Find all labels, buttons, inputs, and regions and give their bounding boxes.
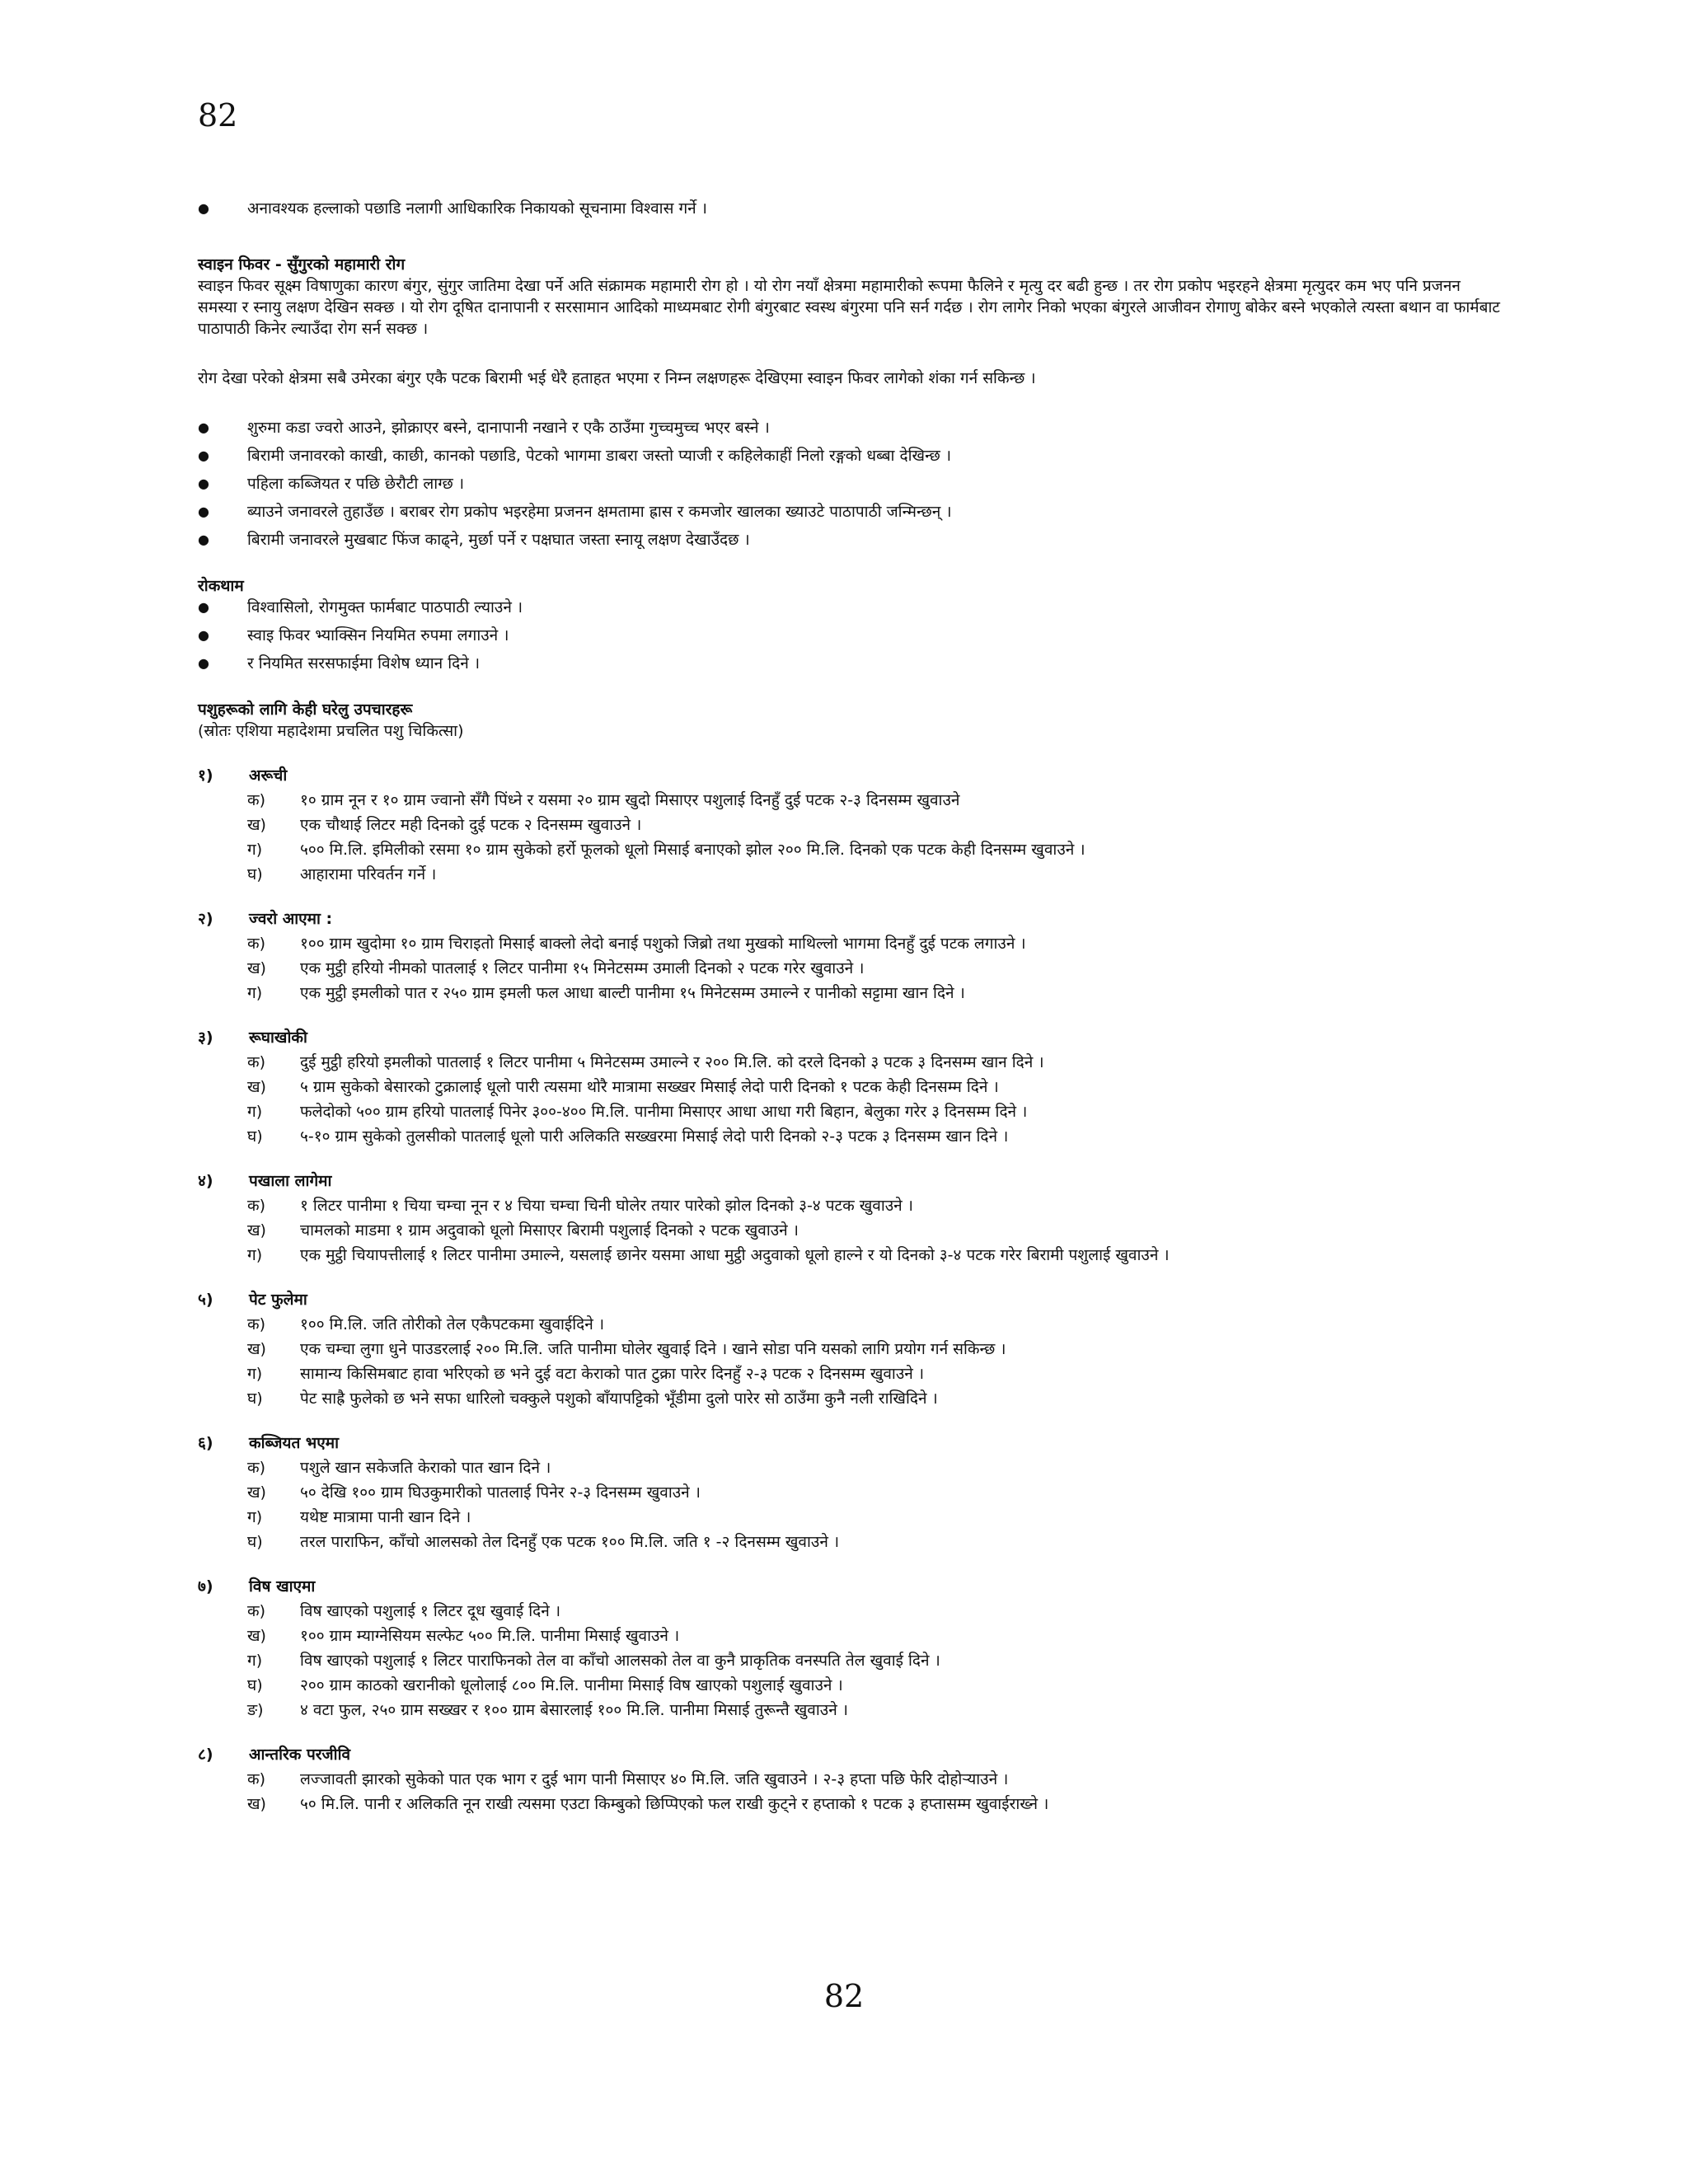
remedy-item-text: सामान्य किसिमबाट हावा भरिएको छ भने दुई वटा केराको पात टुक्रा पारेर दिनहुँ २-३ पटक २ दिनसम्म खुवाउने । bbox=[300, 1365, 925, 1383]
remedy-heading bbox=[198, 765, 1500, 786]
remedy-item-letter: ग) bbox=[247, 984, 263, 1002]
document-body bbox=[198, 198, 1500, 1818]
remedy-item bbox=[198, 864, 1500, 885]
remedy-item-letter: क) bbox=[247, 1602, 266, 1620]
remedy-item-letter: घ) bbox=[247, 1533, 263, 1551]
remedy-item-text: १०० ग्राम खुदोमा १० ग्राम चिराइतो मिसाई बाक्लो लेदो बनाई पशुको जिब्रो तथा मुखको माथिल्लो भागमा दिनहुँ दुई पटक लगाउने । bbox=[300, 935, 1026, 953]
remedy-item bbox=[198, 1531, 1500, 1553]
remedy-heading bbox=[198, 1432, 1500, 1454]
remedy-item-letter: क) bbox=[247, 1197, 266, 1215]
prevention-list bbox=[198, 597, 1500, 674]
remedy-title: पेट फुलेमा bbox=[249, 1291, 307, 1309]
remedy-item-text: ५० मि.लि. पानी र अलिकति नून राखी त्यसमा एउटा किम्बुको छिप्पिएको फल राखी कुट्ने र हप्ताको १ पटक ३ हप्तासम्म खुवाईराख्ने । bbox=[300, 1795, 1049, 1813]
remedy-item bbox=[198, 1793, 1500, 1815]
remedy-item-text: १०० मि.लि. जति तोरीको तेल एकैपटकमा खुवाईदिने । bbox=[300, 1315, 605, 1333]
prevention-item: ● स्वाइ फिवर भ्याक्सिन नियमित रुपमा लगाउने । bbox=[198, 625, 1500, 646]
remedy-number: १) bbox=[198, 766, 213, 785]
remedy-item-text: १० ग्राम नून र १० ग्राम ज्वानो सँगै पिंध्ने र यसमा २० ग्राम खुदो मिसाएर पशुलाई दिनहुँ दुई पटक २-३ दिनसम्म खुवाउने bbox=[300, 791, 960, 809]
symptom-item: ● बिरामी जनावरको काखी, काछी, कानको पछाडि, पेटको भागमा डाबरा जस्तो प्याजी र कहिलेकाहीं निलो रङ्गको धब्बा देखिन्छ । bbox=[198, 445, 1500, 466]
remedy-item bbox=[198, 1220, 1500, 1241]
symptom-item: ● पहिला कब्जियत र पछि छेरौटी लाग्छ । bbox=[198, 473, 1500, 494]
remedy-heading bbox=[198, 1289, 1500, 1310]
swine-fever-paragraph-2: रोग देखा परेको क्षेत्रमा सबै उमेरका बंगुर एकै पटक बिरामी भई धेरै हताहत भएमा र निम्न लक्षणहरू देखिएमा स्वाइन फिवर लागेको शंका गर्न सकिन्छ । bbox=[198, 369, 1036, 387]
remedy-item-text: एक मुट्ठी हरियो नीमको पातलाई १ लिटर पानीमा १५ मिनेटसम्म उमाली दिनको २ पटक गरेर खुवाउने । bbox=[300, 959, 865, 977]
prevention-item: ● विश्वासिलो, रोगमुक्त फार्मबाट पाठपाठी ल्याउने । bbox=[198, 597, 1500, 618]
remedy-item-text: पेट साह्रै फुलेको छ भने सफा धारिलो चक्कुले पशुको बाँयापट्टिको भूँडीमा दुलो पारेर सो ठाउँमा कुनै नली राखिदिने । bbox=[300, 1390, 938, 1408]
remedy-item-text: फलेदोको ५०० ग्राम हरियो पातलाई पिनेर ३००-४०० मि.लि. पानीमा मिसाएर आधा आधा गरी बिहान, बेलुका गरेर ३ दिनसम्म दिने । bbox=[300, 1103, 1028, 1121]
remedy-item-letter: क) bbox=[247, 791, 266, 809]
remedy-item-text: ५० देखि १०० ग्राम घिउकुमारीको पातलाई पिनेर २-३ दिनसम्म खुवाउने । bbox=[300, 1483, 701, 1502]
remedy-item bbox=[198, 1675, 1500, 1696]
remedy-section bbox=[198, 1576, 1500, 1721]
remedy-number: २) bbox=[198, 910, 213, 928]
remedy-item-letter: ख) bbox=[247, 816, 266, 834]
remedy-title: रूघाखोकी bbox=[249, 1029, 307, 1047]
remedy-item-letter: ग) bbox=[247, 1103, 263, 1121]
remedy-item-text: दुई मुट्ठी हरियो इमलीको पातलाई १ लिटर पानीमा ५ मिनेटसम्म उमाल्ने र २०० मि.लि. को दरले दिनको ३ पटक ३ दिनसम्म खान दिने । bbox=[300, 1053, 1044, 1071]
remedy-item bbox=[198, 1244, 1500, 1266]
remedy-title: अरूची bbox=[249, 766, 288, 785]
remedy-item bbox=[198, 1314, 1500, 1335]
section-title-prevention: रोकथाम bbox=[198, 577, 244, 595]
remedy-item bbox=[198, 1699, 1500, 1721]
remedy-item-letter: घ) bbox=[247, 1390, 263, 1408]
remedy-number: ८) bbox=[198, 1746, 213, 1764]
remedy-item-text: १०० ग्राम म्याग्नेसियम सल्फेट ५०० मि.लि. पानीमा मिसाई खुवाउने । bbox=[300, 1627, 680, 1645]
remedy-item-letter: क) bbox=[247, 935, 266, 953]
remedy-title: आन्तरिक परजीवि bbox=[249, 1746, 351, 1764]
remedy-item bbox=[198, 1126, 1500, 1147]
remedy-item bbox=[198, 1101, 1500, 1122]
section-title-swine-fever: स्वाइन फिवर - सुँगुरको महामारी रोग bbox=[198, 255, 406, 274]
remedy-item-text: यथेष्ट मात्रामा पानी खान दिने । bbox=[300, 1508, 471, 1526]
remedy-item-letter: क) bbox=[247, 1053, 266, 1071]
remedy-item-letter: ग) bbox=[247, 1508, 263, 1526]
page-number-bottom: 82 bbox=[823, 1978, 865, 2014]
remedy-item bbox=[198, 1338, 1500, 1360]
swine-fever-paragraph: स्वाइन फिवर सूक्ष्म विषाणुका कारण बंगुर, सुंगुर जातिमा देखा पर्ने अति संक्रामक महामारी रोग हो । यो रोग नयाँ क्षेत्रमा महामारीको रूपमा फैलिने र मृत्यु दर बढी हुन्छ । तर रोग प्रकोप भइरहने क्षेत्रमा मृत्युदर कम भए पनि प्रजनन समस्या र स्नायु लक्षण देखिन सक्छ । यो रोग दूषित दानापानी र सरसामान आदिको माध्यमबाट रोगी बंगुरबाट स्वस्थ बंगुरमा पनि सर्न गर्दछ । रोग लागेर निको भएका बंगुरले आजीवन रोगाणु बोकेर बस्ने भएकोले त्यस्ता बथान वा फार्मबाट पाठापाठी किनेर ल्याउँदा रोग सर्न सक्छ । bbox=[198, 277, 1501, 338]
prevention-item: ● र नियमित सरसफाईमा विशेष ध्यान दिने । bbox=[198, 653, 1500, 674]
remedy-item-text: विष खाएको पशुलाई १ लिटर पाराफिनको तेल वा काँचो आलसको तेल वा कुनै प्राकृतिक वनस्पति तेल खुवाई दिने । bbox=[300, 1652, 940, 1670]
page-number-top: 82 bbox=[198, 97, 238, 134]
remedy-item bbox=[198, 790, 1500, 811]
remedy-heading bbox=[198, 1027, 1500, 1048]
remedy-item-letter: क) bbox=[247, 1770, 266, 1788]
remedy-heading bbox=[198, 1170, 1500, 1192]
remedy-section bbox=[198, 1170, 1500, 1266]
remedy-item-text: एक चम्चा लुगा धुने पाउडरलाई २०० मि.लि. जति पानीमा घोलेर खुवाई दिने । खाने सोडा पनि यसको लागि प्रयोग गर्न सकिन्छ । bbox=[300, 1340, 1006, 1358]
remedy-heading bbox=[198, 1576, 1500, 1597]
remedy-item-letter: क) bbox=[247, 1315, 266, 1333]
remedy-item bbox=[198, 1650, 1500, 1671]
remedy-item-text: एक मुट्ठी चियापत्तीलाई १ लिटर पानीमा उमाल्ने, यसलाई छानेर यसमा आधा मुट्ठी अदुवाको धूलो हाल्ने र यो दिनको ३-४ पटक गरेर बिरामी पशुलाई खुवाउने । bbox=[300, 1246, 1170, 1264]
remedy-number: ३) bbox=[198, 1029, 213, 1047]
remedy-item-letter: ग) bbox=[247, 1246, 263, 1264]
intro-bullet: ● अनावश्यक हल्लाको पछाडि नलागी आधिकारिक निकायको सूचनामा विश्वास गर्ने । bbox=[198, 198, 1500, 219]
symptom-item: ● ब्याउने जनावरले तुहाउँछ । बराबर रोग प्रकोप भइरहेमा प्रजनन क्षमतामा ह्रास र कमजोर खालका ख्याउटे पाठापाठी जन्मिन्छन् । bbox=[198, 501, 1500, 523]
remedy-item-letter: घ) bbox=[247, 865, 263, 883]
remedy-item-text: विष खाएको पशुलाई १ लिटर दूध खुवाई दिने । bbox=[300, 1602, 561, 1620]
remedy-item-letter: ख) bbox=[247, 959, 266, 977]
remedy-item-text: ५०० मि.लि. इमिलीको रसमा १० ग्राम सुकेको हर्रो फूलको धूलो मिसाई बनाएको झोल २०० मि.लि. दिनको एक पटक केही दिनसम्म खुवाउने । bbox=[300, 841, 1085, 859]
remedy-item-text: एक चौथाई लिटर मही दिनको दुई पटक २ दिनसम्म खुवाउने । bbox=[300, 816, 642, 834]
remedy-number: ६) bbox=[198, 1434, 213, 1452]
remedy-title: पखाला लागेमा bbox=[249, 1172, 332, 1190]
remedy-item-text: २०० ग्राम काठको खरानीको धूलोलाई ८०० मि.लि. पानीमा मिसाई विष खाएको पशुलाई खुवाउने । bbox=[300, 1676, 843, 1694]
remedy-item-letter: ख) bbox=[247, 1221, 266, 1240]
remedy-item-letter: ख) bbox=[247, 1078, 266, 1096]
remedy-item-text: पशुले खान सकेजति केराको पात खान दिने । bbox=[300, 1459, 551, 1477]
remedy-number: ५) bbox=[198, 1291, 213, 1309]
remedy-section bbox=[198, 1744, 1500, 1815]
remedy-item bbox=[198, 814, 1500, 836]
remedy-item-letter: क) bbox=[247, 1459, 266, 1477]
remedy-heading bbox=[198, 1744, 1500, 1765]
remedy-sections bbox=[198, 765, 1500, 1815]
remedy-item bbox=[198, 1076, 1500, 1098]
remedy-item-text: लज्जावती झारको सुकेको पात एक भाग र दुई भाग पानी मिसाएर ४० मि.लि. जति खुवाउने । २-३ हप्ता पछि फेरि दोहोऱ्याउने । bbox=[300, 1770, 1009, 1788]
remedy-item-text: एक मुट्ठी इमलीको पात र २५० ग्राम इमली फल आधा बाल्टी पानीमा १५ मिनेटसम्म उमाल्ने र पानीको सट्टामा खान दिने । bbox=[300, 984, 965, 1002]
remedy-item-text: ४ वटा फुल, २५० ग्राम सख्खर र १०० ग्राम बेसारलाई १०० मि.लि. पानीमा मिसाई तुरून्तै खुवाउने । bbox=[300, 1701, 848, 1719]
remedy-title: कब्जियत भएमा bbox=[249, 1434, 340, 1452]
remedy-item-letter: ख) bbox=[247, 1483, 266, 1502]
remedy-item-letter: ख) bbox=[247, 1627, 266, 1645]
remedy-item bbox=[198, 1052, 1500, 1073]
remedy-item-letter: घ) bbox=[247, 1676, 263, 1694]
remedy-item bbox=[198, 982, 1500, 1004]
remedy-item bbox=[198, 1507, 1500, 1528]
remedy-section bbox=[198, 1432, 1500, 1553]
remedy-title: ज्वरो आएमा : bbox=[249, 910, 333, 928]
remedy-number: ७) bbox=[198, 1577, 213, 1596]
remedy-item-letter: ग) bbox=[247, 841, 263, 859]
section-title-home-remedies: पशुहरूको लागि केही घरेलु उपचारहरू bbox=[198, 701, 413, 719]
remedy-item-letter: ग) bbox=[247, 1652, 263, 1670]
remedy-title: विष खाएमा bbox=[249, 1577, 316, 1596]
remedy-item bbox=[198, 1601, 1500, 1622]
symptom-item: ● बिरामी जनावरले मुखबाट फिंज काढ्ने, मुर्छा पर्ने र पक्षघात जस्ता स्नायू लक्षण देखाउँदछ । bbox=[198, 529, 1500, 551]
remedy-item-text: १ लिटर पानीमा १ चिया चम्चा नून र ४ चिया चम्चा चिनी घोलेर तयार पारेको झोल दिनको ३-४ पटक खुवाउने । bbox=[300, 1197, 913, 1215]
remedy-heading bbox=[198, 908, 1500, 930]
remedy-item bbox=[198, 1195, 1500, 1216]
symptom-list bbox=[198, 417, 1500, 551]
remedy-item bbox=[198, 1625, 1500, 1647]
remedy-number: ४) bbox=[198, 1172, 213, 1190]
remedy-item bbox=[198, 1482, 1500, 1503]
remedy-section bbox=[198, 1027, 1500, 1147]
remedy-item-text: तरल पाराफिन, काँचो आलसको तेल दिनहुँ एक पटक १०० मि.लि. जति १ -२ दिनसम्म खुवाउने । bbox=[300, 1533, 840, 1551]
remedy-item-text: ५ ग्राम सुकेको बेसारको टुक्रालाई धूलो पारी त्यसमा थोरै मात्रामा सख्खर मिसाई लेदो पारी दिनको १ पटक केही दिनसम्म दिने । bbox=[300, 1078, 999, 1096]
remedy-section bbox=[198, 1289, 1500, 1409]
remedies-source: (स्रोतः एशिया महादेशमा प्रचलित पशु चिकित्सा) bbox=[198, 722, 464, 740]
remedy-item bbox=[198, 958, 1500, 979]
remedy-item-text: आहारामा परिवर्तन गर्ने । bbox=[300, 865, 437, 883]
remedy-item-letter: ग) bbox=[247, 1365, 263, 1383]
remedy-item-letter: ख) bbox=[247, 1795, 266, 1813]
remedy-section bbox=[198, 908, 1500, 1004]
remedy-item-letter: ङ) bbox=[247, 1701, 264, 1719]
remedy-item-letter: ख) bbox=[247, 1340, 266, 1358]
remedy-item bbox=[198, 1457, 1500, 1479]
remedy-item bbox=[198, 933, 1500, 954]
symptom-item: ● शुरुमा कडा ज्वरो आउने, झोक्राएर बस्ने, दानापानी नखाने र एकै ठाउँमा गुच्चमुच्च भएर बस्ने । bbox=[198, 417, 1500, 438]
remedy-item bbox=[198, 1388, 1500, 1409]
remedy-item bbox=[198, 839, 1500, 860]
remedy-item bbox=[198, 1769, 1500, 1790]
remedy-item-text: चामलको माडमा १ ग्राम अदुवाको धूलो मिसाएर बिरामी पशुलाई दिनको २ पटक खुवाउने । bbox=[300, 1221, 799, 1240]
remedy-section bbox=[198, 765, 1500, 885]
remedy-item bbox=[198, 1363, 1500, 1385]
remedy-item-letter: घ) bbox=[247, 1127, 263, 1146]
remedy-item-text: ५-१० ग्राम सुकेको तुलसीको पातलाई धूलो पारी अलिकति सख्खरमा मिसाई लेदो पारी दिनको २-३ पटक ३ दिनसम्म खान दिने । bbox=[300, 1127, 1009, 1146]
